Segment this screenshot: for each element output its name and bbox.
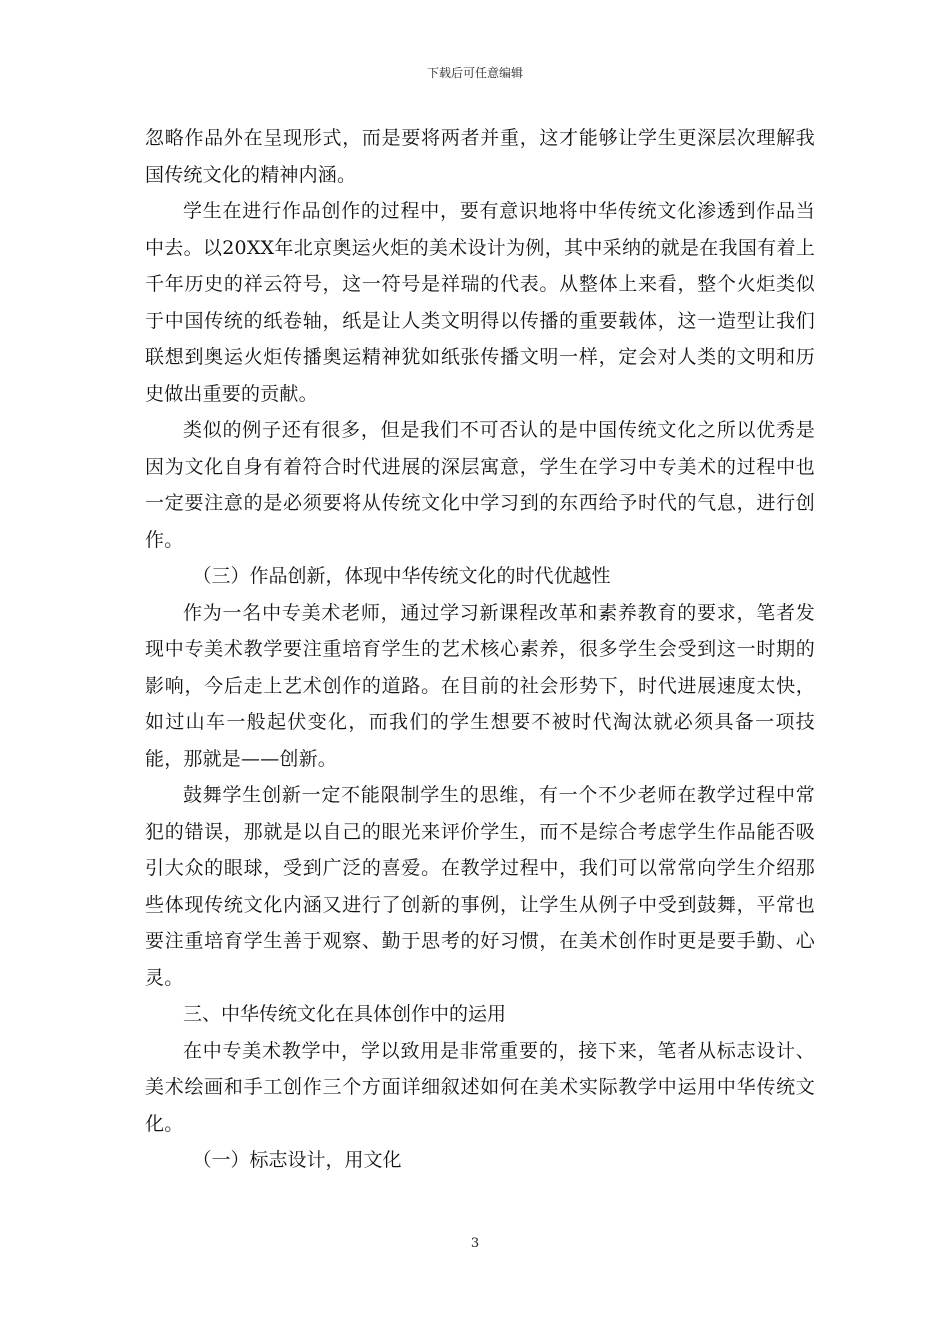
- page-header: 下载后可任意编辑: [426, 66, 523, 80]
- paragraph-continued: 忽略作品外在呈现形式，而是要将两者并重，这才能够让学生更深层次理解我国传统文化的精神内涵。: [145, 127, 815, 186]
- paragraph-application-intro: 在中专美术教学中，学以致用是非常重要的，接下来，笔者从标志设计、美术绘画和手工创作三个方面详细叙述如何在美术实际教学中运用中华传统文化。: [145, 1039, 815, 1135]
- section-heading-logo-design: （一）标志设计，用文化: [192, 1149, 402, 1171]
- page-number: 3: [470, 1236, 480, 1251]
- section-heading-innovation: （三）作品创新，体现中华传统文化的时代优越性: [192, 565, 611, 587]
- paragraph-encourage-innovation: 鼓舞学生创新一定不能限制学生的思维，有一个不少老师在教学过程中常犯的错误，那就是以自己的眼光来评价学生，而不是综合考虑学生作品能否吸引大众的眼球，受到广泛的喜爱。在教学过程中，我们可以常常向学生介绍那些体现传统文化内涵又进行了创新的事例，让学生从例子中受到鼓舞，平常也要注重培育学生善于观察、勤于思考的好习惯，在美术创作时更是要手勤、心灵。: [145, 784, 815, 989]
- paragraph-torch-example: 学生在进行作品创作的过程中，要有意识地将中华传统文化渗透到作品当中去。以20XX年北京奥运火炬的美术设计为例，其中采纳的就是在我国有着上千年历史的祥云符号，这一符号是祥瑞的代表。从整体上来看，整个火炬类似于中国传统的纸卷轴，纸是让人类文明得以传播的重要载体，这一造型让我们联想到奥运火炬传播奥运精神犹如纸张传播文明一样，定会对人类的文明和历史做出重要的贡献。: [145, 200, 815, 405]
- paragraph-similar-examples: 类似的例子还有很多，但是我们不可否认的是中国传统文化之所以优秀是因为文化自身有着符合时代进展的深层寓意，学生在学习中专美术的过程中也一定要注意的是必须要将从传统文化中学习到的东西给予时代的气息，进行创作。: [145, 419, 815, 551]
- document-body: [145, 120, 815, 1179]
- section-heading-application: 三、中华传统文化在具体创作中的运用: [183, 1003, 507, 1025]
- paragraph-teacher-view: 作为一名中专美术老师，通过学习新课程改革和素养教育的要求，笔者发现中专美术教学要注重培育学生的艺术核心素养，很多学生会受到这一时期的影响，今后走上艺术创作的道路。在目前的社会形势下，时代进展速度太快，如过山车一般起伏变化，而我们的学生想要不被时代淘汰就必须具备一项技能，那就是——创新。: [145, 601, 815, 770]
